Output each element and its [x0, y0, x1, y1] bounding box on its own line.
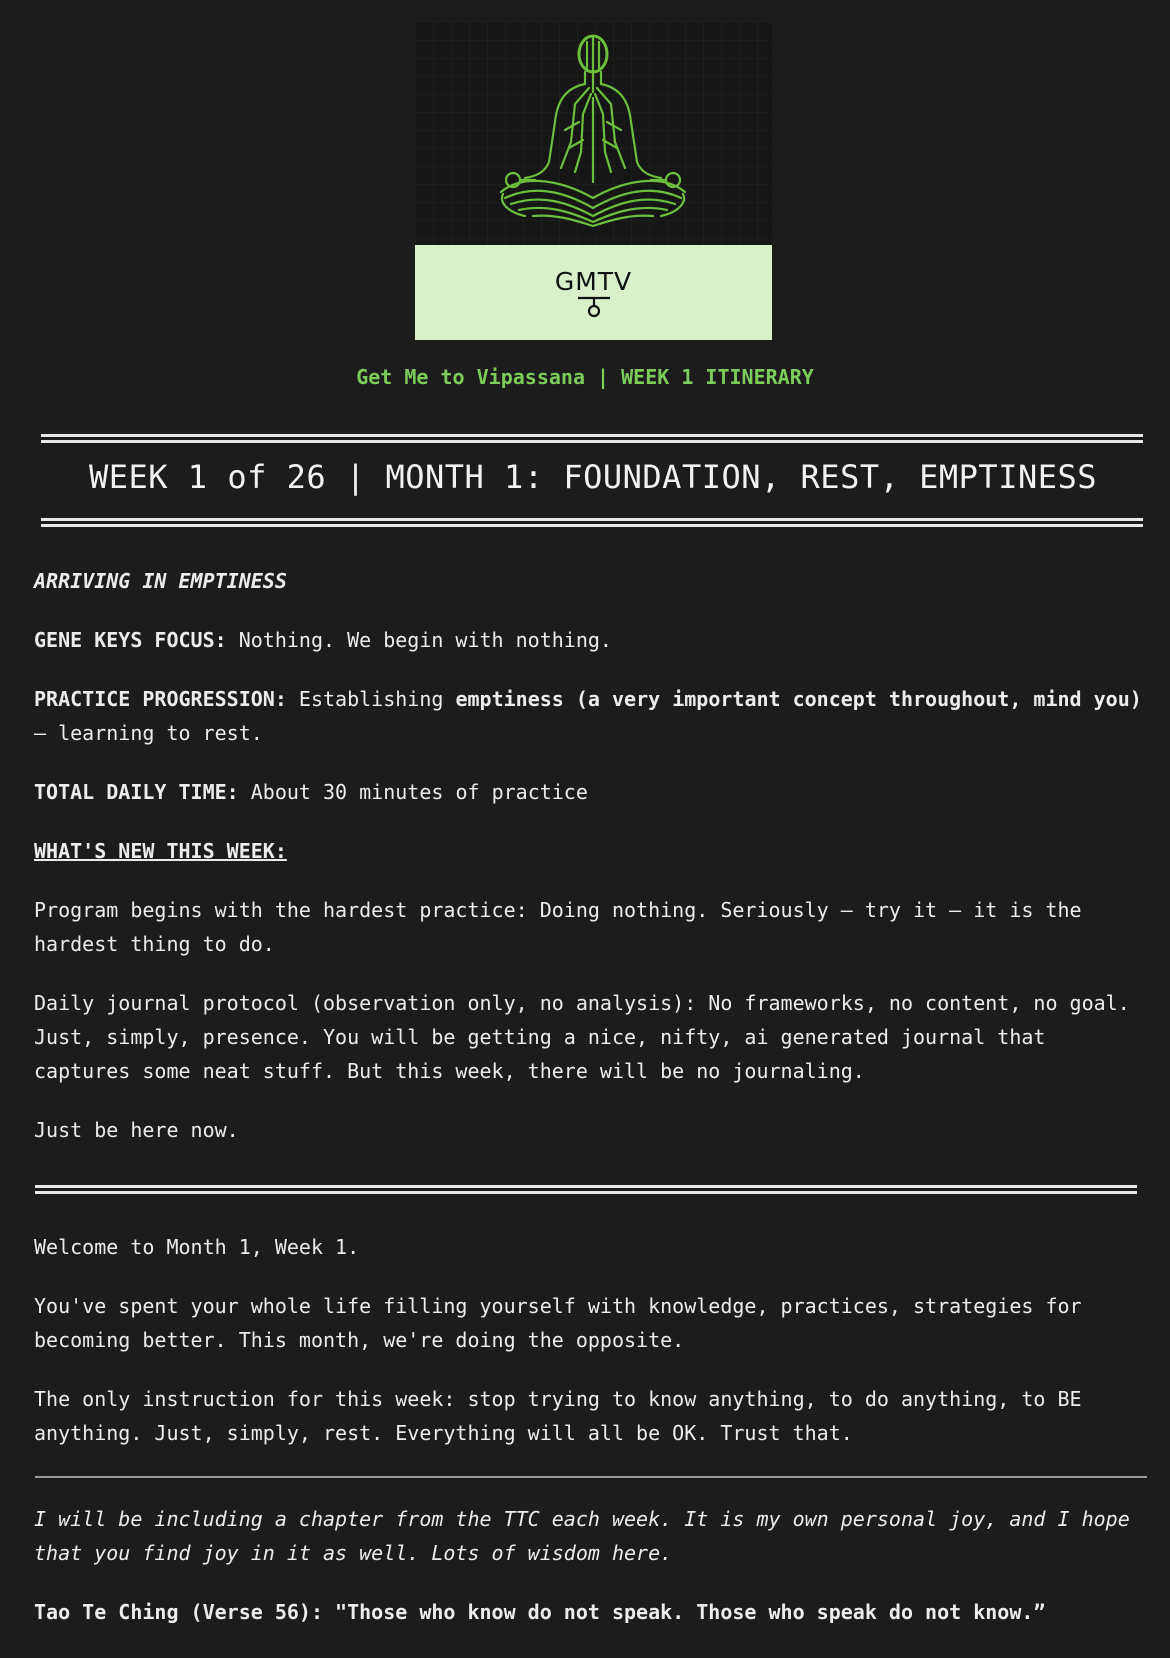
gene-keys-value: Nothing. We begin with nothing.	[226, 628, 612, 652]
logo-glyph-icon	[574, 294, 614, 320]
daily-time-value: About 30 minutes of practice	[238, 780, 588, 804]
thin-divider	[35, 1476, 1147, 1478]
logo-card	[415, 245, 772, 340]
gene-keys-label: GENE KEYS FOCUS:	[34, 628, 227, 652]
itinerary-subtitle: Get Me to Vipassana | WEEK 1 ITINERARY	[356, 365, 814, 389]
welcome-section	[34, 1230, 1144, 1450]
ttc-section	[34, 1502, 1144, 1629]
daily-time-line	[34, 775, 1144, 809]
practice-progression-line	[34, 682, 1154, 750]
logo-text: GMTV	[554, 267, 633, 296]
heading-rule-bottom	[41, 518, 1143, 527]
practice-pre: Establishing	[286, 687, 456, 711]
welcome-paragraph-1: You've spent your whole life filling yourself with knowledge, practices, strategies for becoming better. This month, we're doing the opposite.	[34, 1294, 1082, 1352]
daily-time-label: TOTAL DAILY TIME:	[34, 780, 239, 804]
week-title: ARRIVING IN EMPTINESS	[34, 569, 287, 593]
header-image	[415, 22, 772, 245]
ttc-intro: I will be including a chapter from the TTC each week. It is my own personal joy, and I hope that you find joy in it as well. Lots of wisdom here.	[34, 1507, 1130, 1565]
whats-new-paragraph-3: Just be here now.	[34, 1118, 239, 1142]
meditating-figure-circuit-icon	[415, 22, 772, 245]
week-heading: WEEK 1 of 26 | MONTH 1: FOUNDATION, REST, EMPTINESS	[88, 458, 1098, 496]
gene-keys-line	[34, 623, 1144, 657]
whats-new-paragraph-2: Daily journal protocol (observation only, no analysis): No frameworks, no content, no goal. Just, simply, presence. You will be getting a nice, nifty, ai generated journal that captures some neat stuff. But this week, there will be no journaling.	[34, 991, 1130, 1083]
practice-post: — learning to rest.	[34, 687, 1154, 745]
ttc-verse: Tao Te Ching (Verse 56): "Those who know do not speak. Those who speak do not know.”	[34, 1600, 1046, 1624]
heading-rule-top	[41, 434, 1143, 443]
whats-new-paragraph-1: Program begins with the hardest practice: Doing nothing. Seriously — try it — it is the hardest thing to do.	[34, 898, 1082, 956]
welcome-paragraph-2: The only instruction for this week: stop trying to know anything, to do anything, to BE anything. Just, simply, rest. Everything will all be OK. Trust that.	[34, 1387, 1082, 1445]
overview-section	[34, 564, 1154, 1147]
welcome-greeting: Welcome to Month 1, Week 1.	[34, 1235, 360, 1259]
section-divider	[35, 1185, 1137, 1194]
practice-bold: emptiness (a very important concept throughout, mind you)	[455, 687, 1142, 711]
practice-label: PRACTICE PROGRESSION:	[34, 687, 287, 711]
whats-new-heading: WHAT'S NEW THIS WEEK:	[34, 839, 287, 863]
